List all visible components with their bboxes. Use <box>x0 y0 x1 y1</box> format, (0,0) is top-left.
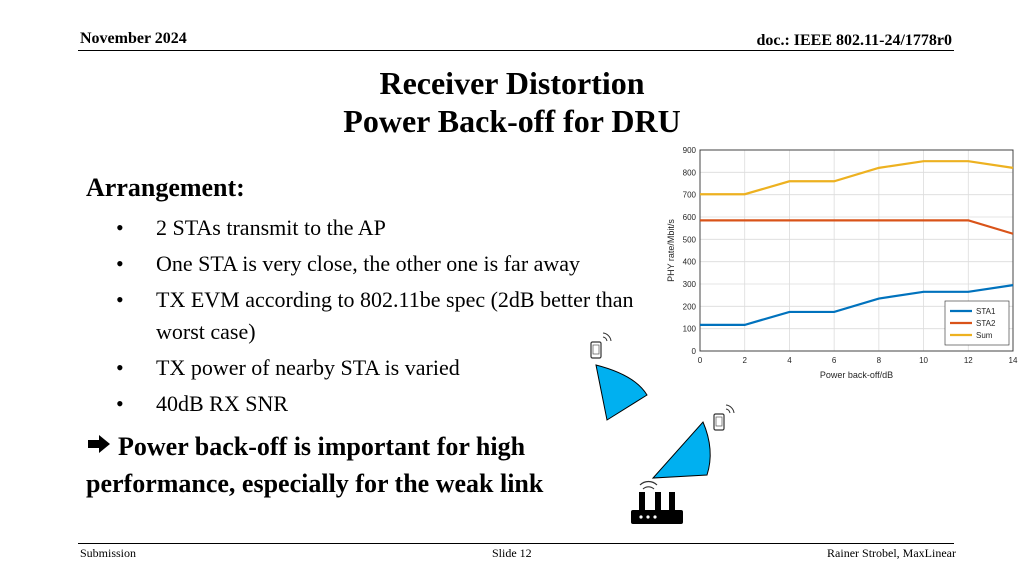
header-doc-id: doc.: IEEE 802.11-24/1778r0 <box>756 32 952 49</box>
x-tick-label: 4 <box>787 356 792 365</box>
y-tick-label: 0 <box>691 347 696 356</box>
x-tick-label: 8 <box>876 356 882 365</box>
x-tick-label: 10 <box>919 356 929 365</box>
arrow-right-icon <box>86 428 112 465</box>
y-tick-label: 900 <box>682 146 696 155</box>
x-tick-label: 12 <box>963 356 973 365</box>
legend-label: STA2 <box>976 319 996 328</box>
legend-label: STA1 <box>976 307 996 316</box>
list-item-text: 2 STAs transmit to the AP <box>156 215 386 240</box>
near-sta-cone <box>596 365 647 420</box>
footer-divider <box>78 543 954 544</box>
footer-author: Rainer Strobel, MaxLinear <box>827 546 956 560</box>
y-tick-label: 700 <box>682 190 696 200</box>
list-item <box>116 212 676 244</box>
title-line-2: Power Back-off for DRU <box>343 103 681 139</box>
list-item-text: 40dB RX SNR <box>156 391 289 416</box>
footer-submission: Submission <box>80 546 137 560</box>
list-item-text: TX power of nearby STA is varied <box>156 355 460 380</box>
y-tick-label: 500 <box>682 235 696 245</box>
y-tick-label: 600 <box>682 213 696 222</box>
y-tick-label: 800 <box>682 168 696 178</box>
list-item-text: TX EVM according to 802.11be spec (2dB better than worst case) <box>156 287 634 344</box>
y-axis-label: PHY rate/Mbit/s <box>666 219 676 282</box>
far-sta-cone <box>653 422 710 478</box>
header-date: November 2024 <box>80 30 187 47</box>
slide-title <box>0 64 1024 140</box>
x-tick-label: 6 <box>831 356 837 365</box>
header-divider <box>78 50 954 51</box>
y-tick-label: 300 <box>682 280 696 289</box>
wifi-signal-icon <box>603 333 611 341</box>
deployment-illustration <box>575 320 745 530</box>
wifi-signal-icon <box>726 405 734 413</box>
y-tick-label: 200 <box>682 302 696 312</box>
phone-icon <box>591 342 601 358</box>
footer-slide-number: Slide 12 <box>492 546 532 560</box>
y-tick-label: 400 <box>682 257 696 267</box>
legend-label: Sum <box>976 331 993 340</box>
bullet-icon: • <box>116 251 124 276</box>
bullet-icon: • <box>116 355 124 380</box>
conclusion-text <box>86 428 646 502</box>
arrangement-heading: Arrangement: <box>86 173 245 202</box>
phone-icon <box>714 414 724 430</box>
bullet-icon: • <box>116 287 124 312</box>
bullet-icon: • <box>116 391 124 416</box>
x-tick-label: 0 <box>697 356 703 365</box>
title-line-1: Receiver Distortion <box>379 65 645 101</box>
y-tick-label: 100 <box>682 324 696 334</box>
x-axis-label: Power back-off/dB <box>819 370 894 380</box>
access-point-icon <box>631 481 683 524</box>
list-item-text: One STA is very close, the other one is far away <box>156 251 581 276</box>
bullet-icon: • <box>116 215 124 240</box>
x-tick-label: 14 <box>1008 356 1018 365</box>
chart-legend <box>945 301 1009 345</box>
list-item <box>116 248 676 280</box>
x-tick-label: 2 <box>742 356 747 365</box>
conclusion-body: Power back-off is important for high performance, especially for the weak link <box>86 432 544 498</box>
